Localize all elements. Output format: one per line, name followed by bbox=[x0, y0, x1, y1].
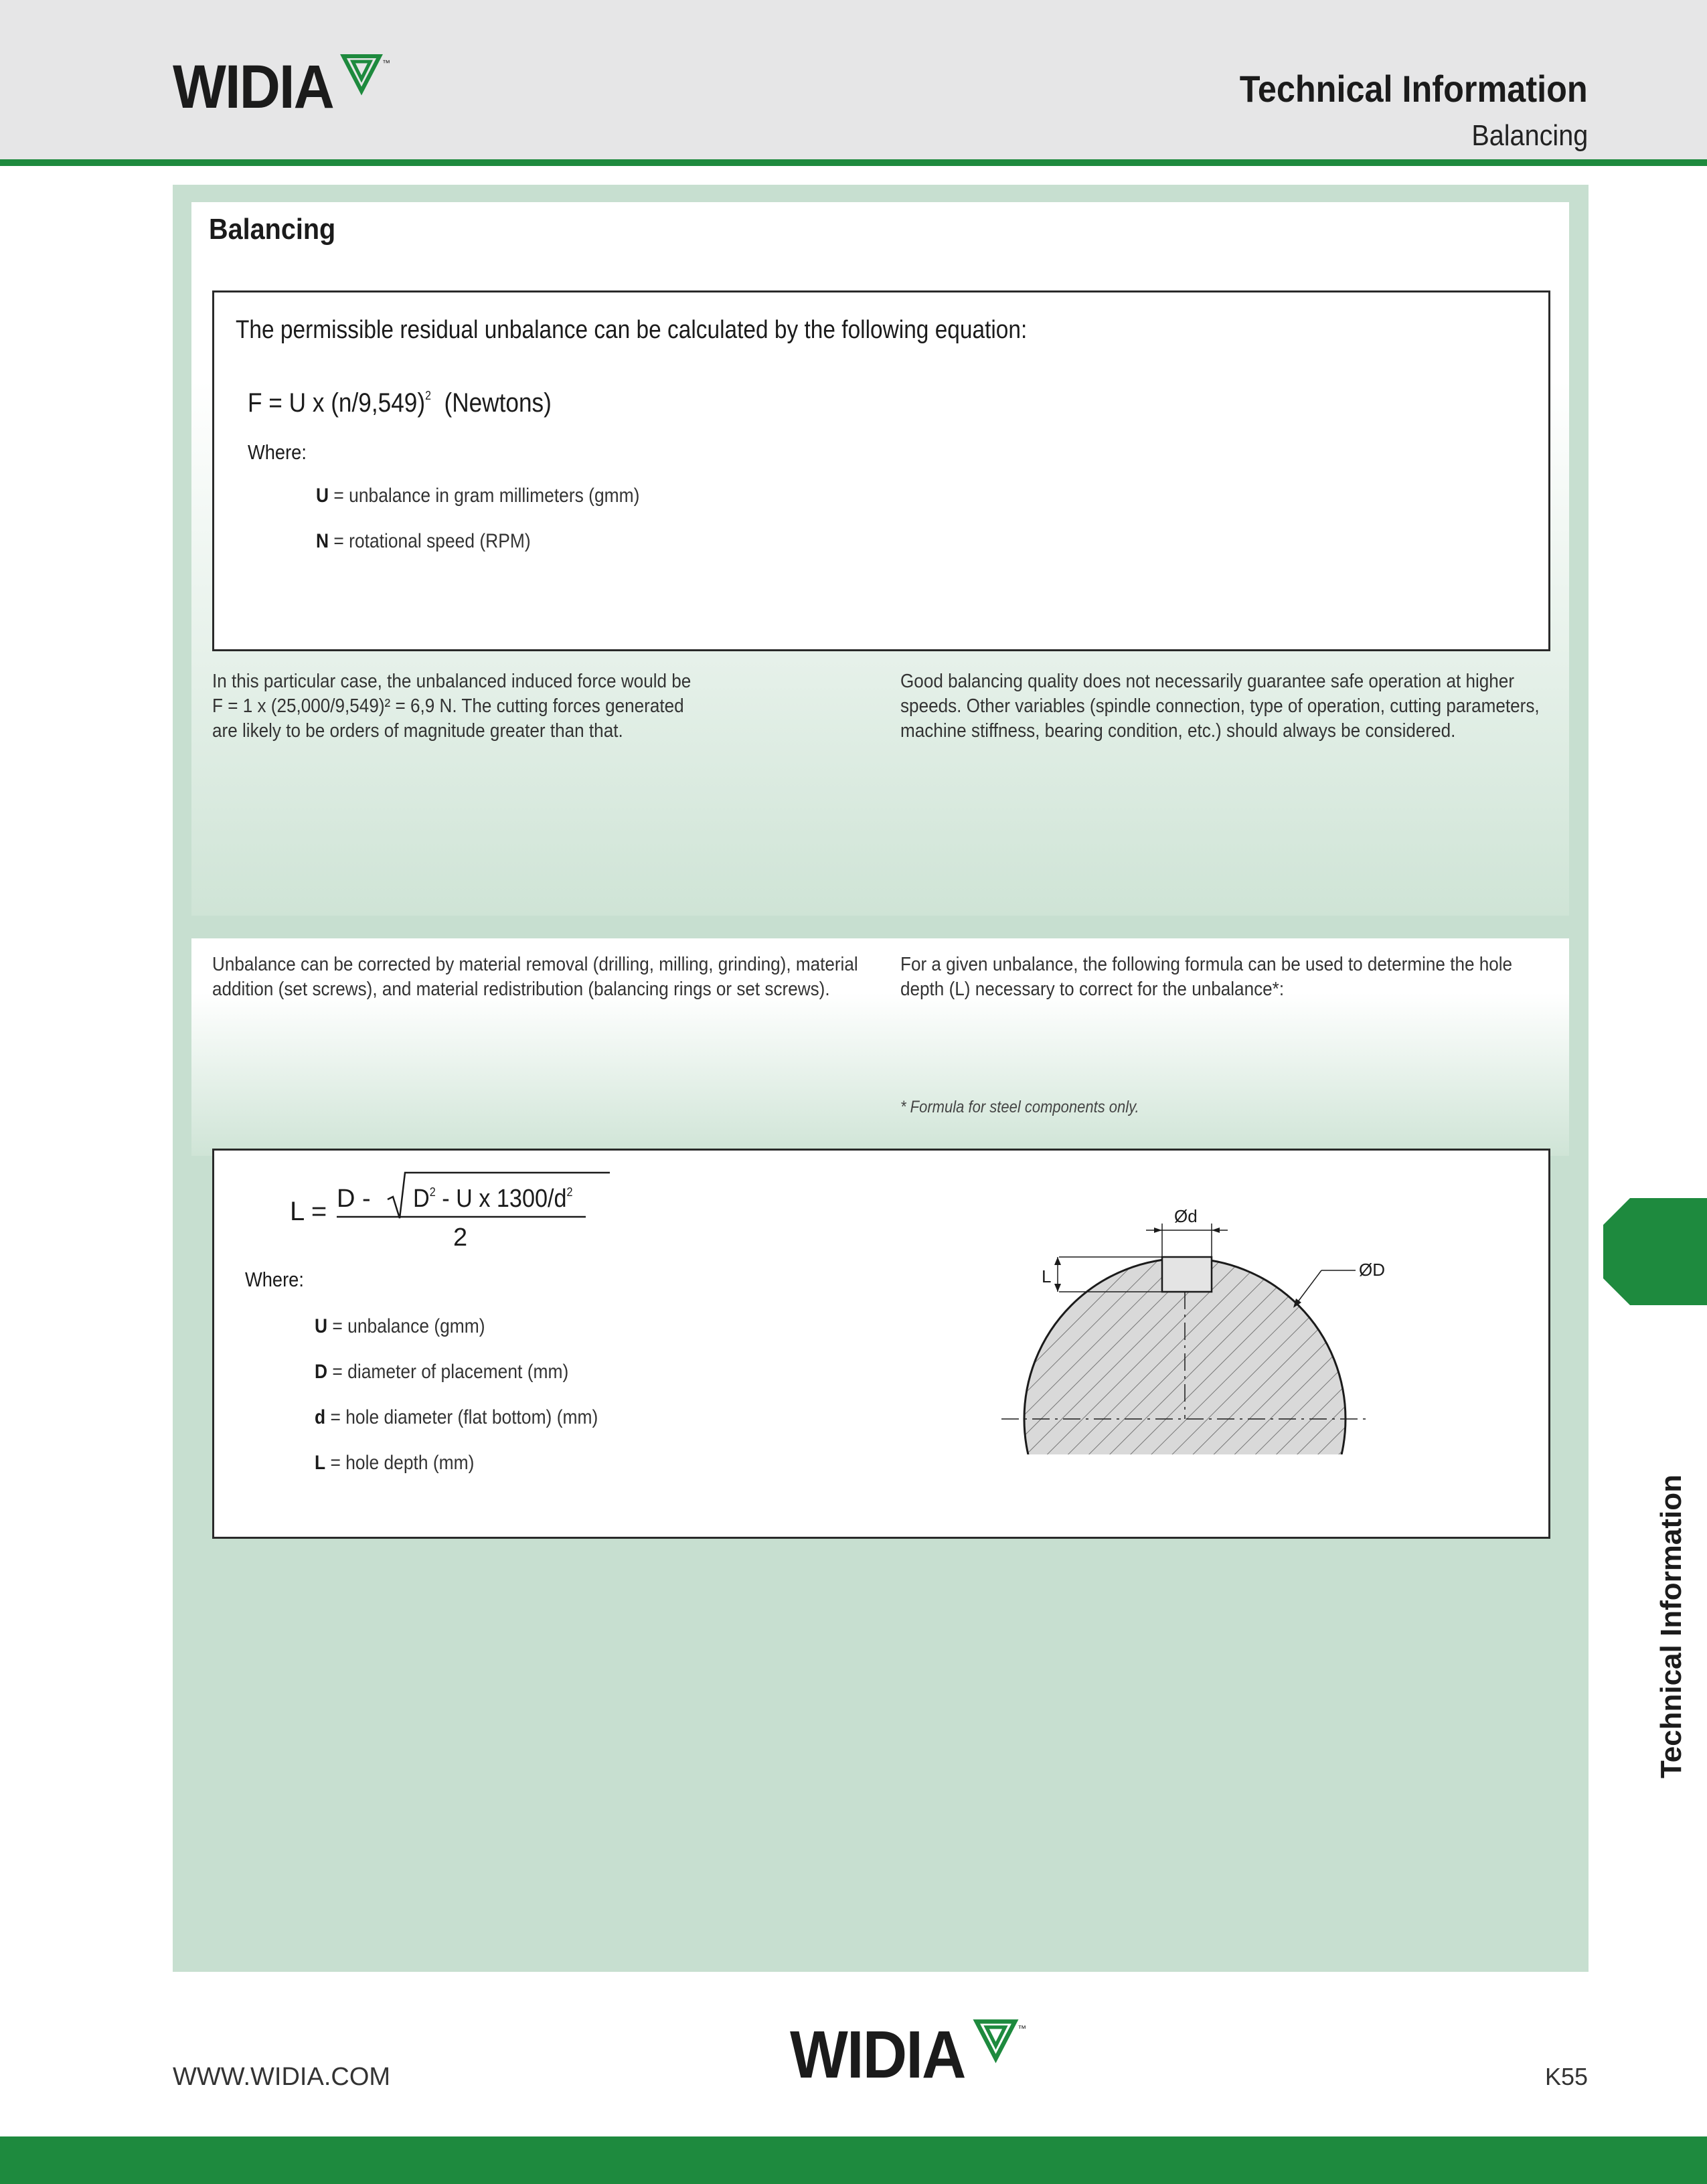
definition-text: = diameter of placement (mm) bbox=[327, 1361, 569, 1383]
side-tab-label: Technical Information bbox=[1655, 1475, 1688, 1778]
balancing-hole-diagram bbox=[991, 1198, 1385, 1466]
force-equation bbox=[248, 388, 552, 418]
footer-logo-triangle-icon bbox=[975, 2019, 1028, 2063]
footnote: * Formula for steel components only. bbox=[900, 1098, 1139, 1116]
radicand-rest-exponent: 2 bbox=[566, 1185, 573, 1199]
definition-text: = rotational speed (RPM) bbox=[329, 530, 531, 552]
definition-symbol: U bbox=[316, 485, 329, 507]
large-diameter-label: ØD bbox=[1359, 1260, 1385, 1280]
small-diameter-label: Ød bbox=[1174, 1206, 1198, 1226]
svg-text:™: ™ bbox=[382, 58, 390, 68]
definition-symbol: L bbox=[315, 1452, 326, 1474]
footer-logo-wordmark: WIDIA bbox=[790, 2017, 965, 2092]
depth-label: L bbox=[1042, 1266, 1052, 1286]
definition-symbol: D bbox=[315, 1361, 328, 1383]
definition-item bbox=[315, 1406, 598, 1429]
page-number: K55 bbox=[1544, 2063, 1588, 2090]
widia-logo bbox=[173, 53, 392, 121]
section-title: Balancing bbox=[209, 213, 336, 246]
footer-url: WWW.WIDIA.COM bbox=[173, 2063, 391, 2091]
radicand-d-exponent: 2 bbox=[429, 1185, 436, 1199]
definition-symbol: N bbox=[316, 530, 329, 552]
where-label: Where: bbox=[248, 440, 307, 464]
radicand-rest: - U x 1300/d bbox=[435, 1185, 567, 1213]
hole-depth-formula bbox=[284, 1158, 633, 1258]
definition-text: = unbalance in gram millimeters (gmm) bbox=[329, 485, 640, 507]
paragraph-hole-depth: For a given unbalance, the following formula can be used to determine the hole depth (L) necessary to correct for the unbalance*: bbox=[900, 954, 1513, 1000]
formula-numerator-a: D - bbox=[337, 1185, 371, 1213]
definition-text: = hole diameter (flat bottom) (mm) bbox=[325, 1406, 598, 1428]
definition-item bbox=[315, 1315, 485, 1338]
equation-exponent: 2 bbox=[425, 389, 431, 402]
equation-intro: The permissible residual unbalance can be calculated by the following equation: bbox=[236, 316, 1028, 344]
widia-footer-logo bbox=[790, 2017, 1028, 2092]
radicand-d: D bbox=[413, 1185, 430, 1213]
definition-symbol: d bbox=[315, 1406, 326, 1428]
definition-item bbox=[315, 1361, 568, 1383]
paragraph-force-example: In this particular case, the unbalanced induced force would be F = 1 x (25,000/9,549)² = 6,9 N. The cutting forces generated are likely to be orders of magnitude greater than that. bbox=[212, 671, 692, 742]
equation-main: F = U x (n/9,549) bbox=[248, 388, 426, 418]
definition-text: = hole depth (mm) bbox=[325, 1452, 475, 1474]
definition-symbol: U bbox=[315, 1315, 328, 1337]
paragraph-correction-methods: Unbalance can be corrected by material removal (drilling, milling, grinding), material addition (set screws), and material redistribution (balancing rings or set screws). bbox=[212, 954, 858, 1000]
svg-text:™: ™ bbox=[1018, 2023, 1027, 2034]
definition-item bbox=[316, 530, 531, 553]
footer-bar bbox=[0, 2136, 1707, 2184]
logo-triangle-icon bbox=[342, 54, 392, 95]
header-subtitle: Balancing bbox=[1471, 119, 1588, 152]
where-label: Where: bbox=[245, 1268, 304, 1291]
balancing-hole bbox=[1162, 1257, 1212, 1292]
paragraph-balancing-quality: Good balancing quality does not necessarily guarantee safe operation at higher speeds. Other variables (spindle connection, type of operation, cutting parameters, machine stiffness, bearing condition, etc.) should always be considered. bbox=[900, 671, 1540, 742]
definition-text: = unbalance (gmm) bbox=[327, 1315, 485, 1337]
header-title: Technical Information bbox=[1240, 68, 1588, 110]
formula-lhs: L = bbox=[290, 1197, 327, 1226]
logo-wordmark: WIDIA bbox=[173, 53, 333, 121]
header-rule bbox=[0, 159, 1707, 166]
side-tab-marker bbox=[1603, 1198, 1707, 1305]
definition-item bbox=[316, 485, 639, 507]
formula-denominator: 2 bbox=[453, 1224, 468, 1252]
definition-item bbox=[315, 1452, 474, 1475]
equation-unit: (Newtons) bbox=[444, 388, 552, 418]
formula-radicand bbox=[413, 1185, 573, 1213]
